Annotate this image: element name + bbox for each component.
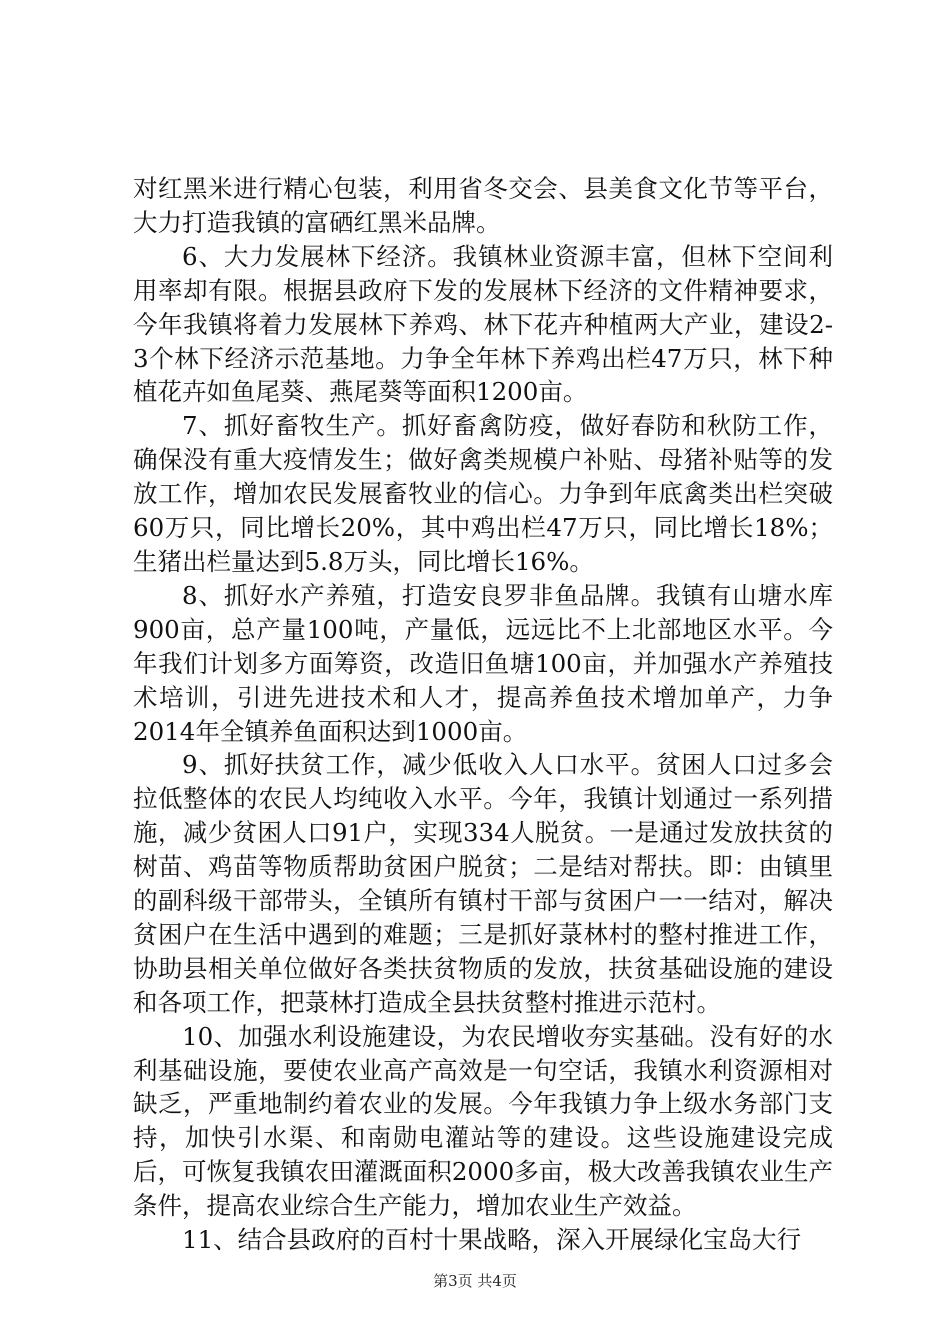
page-footer: 第3页 共4页 [433,1272,517,1290]
paragraph-5: 9、抓好扶贫工作，减少低收入人口水平。贫困人口过多会拉低整体的农民人均纯收入水平。今年，我镇计划通过一系列措施，减少贫困人口91户，实现334人脱贫。一是通过发放扶贫的树苗、鸡苗等物质帮助贫困户脱贫；二是结对帮扶。即：由镇里的副科级干部带头，全镇所有镇村干部与贫困户一一结对，解决贫困户在生活中遇到的难题；三是抓好菉林村的整村推进工作，协助县相关单位做好各类扶贫物质的发放，扶贫基础设施的建设和各项工作，把菉林打造成全县扶贫整村推进示范村。 [133,750,833,1017]
paragraph-6: 10、加强水利设施建设，为农民增收夯实基础。没有好的水利基础设施，要使农业高产高效是一句空话，我镇水利资源相对缺乏，严重地制约着农业的发展。今年我镇力争上级水务部门支持，加快引水渠、和南勋电灌站等的建设。这些设施建设完成后，可恢复我镇农田灌溉面积2000多亩，极大改善我镇农业生产条件，提高农业综合生产能力，增加农业生产效益。 [133,1021,833,1221]
paragraph-7: 11、结合县政府的百村十果战略，深入开展绿化宝岛大行 [182,1225,802,1255]
paragraph-4: 8、抓好水产养殖，打造安良罗非鱼品牌。我镇有山塘水库900亩，总产量100吨，产量低，远远比不上北部地区水平。今年我们计划多方面筹资，改造旧鱼塘100亩，并加强水产养殖技术培训，引进先进技术和人才，提高养鱼技术增加单产，力争2014年全镇养鱼面积达到1000亩。 [133,580,833,746]
document-body [133,172,833,1257]
paragraph-3: 7、抓好畜牧生产。抓好畜禽防疫，做好春防和秋防工作，确保没有重大疫情发生；做好禽类规模户补贴、母猪补贴等的发放工作，增加农民发展畜牧业的信心。力争到年底禽类出栏突破60万只，同比增长20%，其中鸡出栏47万只，同比增长18%；生猪出栏量达到5.8万头，同比增长16%。 [133,411,833,576]
paragraph-1: 对红黑米进行精心包装，利用省冬交会、县美食文化节等平台，大力打造我镇的富硒红黑米品牌。 [133,174,833,237]
paragraph-2: 6、大力发展林下经济。我镇林业资源丰富，但林下空间利用率却有限。根据县政府下发的发展林下经济的文件精神要求，今年我镇将着力发展林下养鸡、林下花卉种植两大产业，建设2-3个林下经济示范基地。力争全年林下养鸡出栏47万只，林下种植花卉如鱼尾葵、燕尾葵等面积1200亩。 [133,241,833,407]
